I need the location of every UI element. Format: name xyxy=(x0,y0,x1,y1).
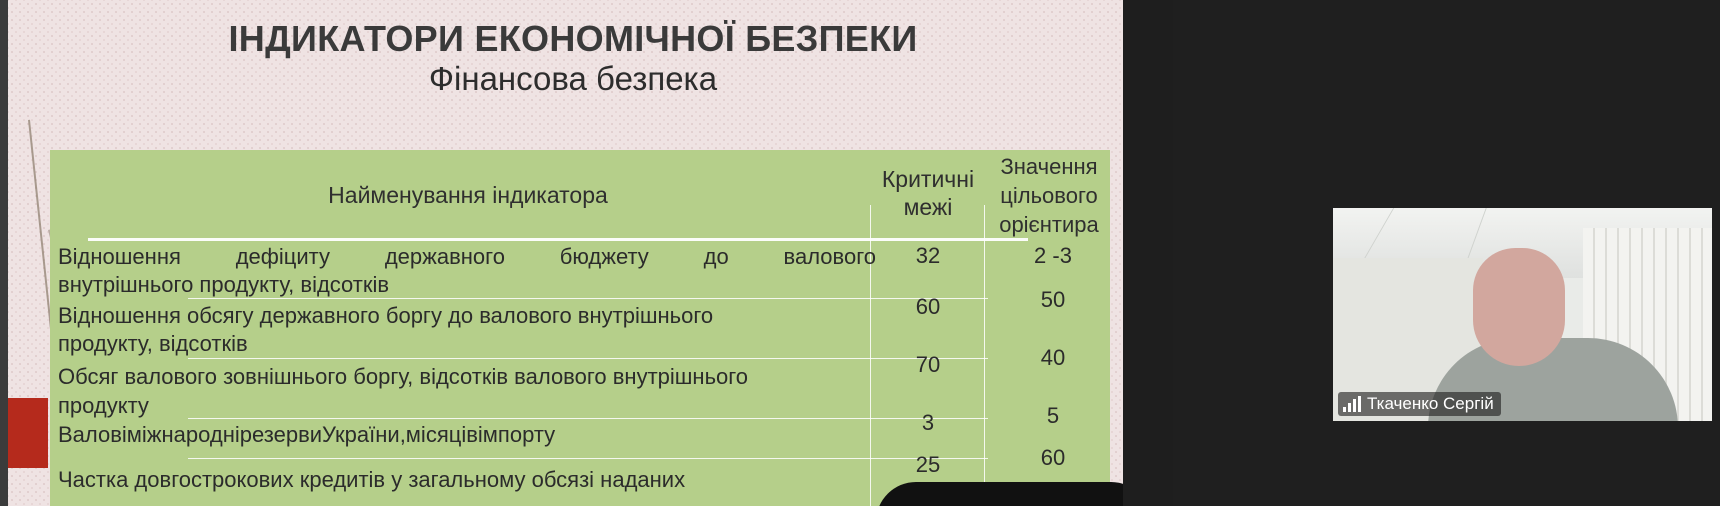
header-target-line: цільового xyxy=(1000,183,1098,208)
header-divider xyxy=(88,238,1028,241)
row-name-line: внутрішнього продукту, відсотків xyxy=(58,272,390,297)
header-critical-line: Критичні xyxy=(881,166,975,192)
row-target-value: 2 -3 xyxy=(1034,243,1072,268)
participant-video-tile[interactable] xyxy=(1333,208,1712,421)
left-rail xyxy=(0,0,8,506)
participant-head xyxy=(1473,248,1565,366)
row-name-line: продукту, відсотків xyxy=(58,331,248,356)
signal-bars-icon xyxy=(1343,396,1361,412)
row-name-line: Відношення дефіциту державного бюджету до валового xyxy=(58,244,876,269)
row-critical-value: 25 xyxy=(915,452,941,477)
row-target-value: 60 xyxy=(1040,445,1066,470)
slide-title: ІНДИКАТОРИ ЕКОНОМІЧНОЇ БЕЗПЕКИ xyxy=(228,18,918,59)
header-critical-limits xyxy=(874,165,982,221)
row-name-line: Відношення обсягу державного боргу до валового внутрішнього xyxy=(58,303,714,328)
row-divider xyxy=(188,458,988,459)
header-target-line: орієнтира xyxy=(999,212,1099,237)
participant-name: Ткаченко Сергій xyxy=(1367,394,1494,413)
row-target-value: 40 xyxy=(1040,345,1066,370)
header-critical-line: межі xyxy=(903,194,953,220)
slide-subtitle: Фінансова безпека xyxy=(428,60,718,97)
header-target-line: Значення xyxy=(1000,154,1098,179)
row-divider xyxy=(188,358,988,359)
overlay-shadow xyxy=(876,482,1123,506)
row-target-value: 5 xyxy=(1046,403,1060,428)
header-target-value xyxy=(988,152,1110,239)
meeting-gap xyxy=(1123,0,1173,506)
row-name-line: Частка довгострокових кредитів у загальному обсязі наданих xyxy=(58,467,686,492)
row-name-line: Обсяг валового зовнішнього боргу, відсотків валового внутрішнього xyxy=(58,364,749,389)
row-name-line: продукту xyxy=(58,393,149,418)
shared-slide xyxy=(8,0,1123,506)
row-name-line: ВаловіміжнароднірезервиУкраїни,місяцівімпорту xyxy=(58,422,556,447)
row-critical-value: 70 xyxy=(915,352,941,377)
participant-name-tag xyxy=(1338,392,1501,416)
header-indicator-name: Найменування індикатора xyxy=(328,182,608,208)
column-divider xyxy=(984,205,985,506)
red-marker xyxy=(8,398,48,468)
row-critical-value: 60 xyxy=(915,294,941,319)
row-critical-value: 3 xyxy=(921,410,935,435)
row-target-value: 50 xyxy=(1040,287,1066,312)
row-critical-value: 32 xyxy=(915,243,941,268)
